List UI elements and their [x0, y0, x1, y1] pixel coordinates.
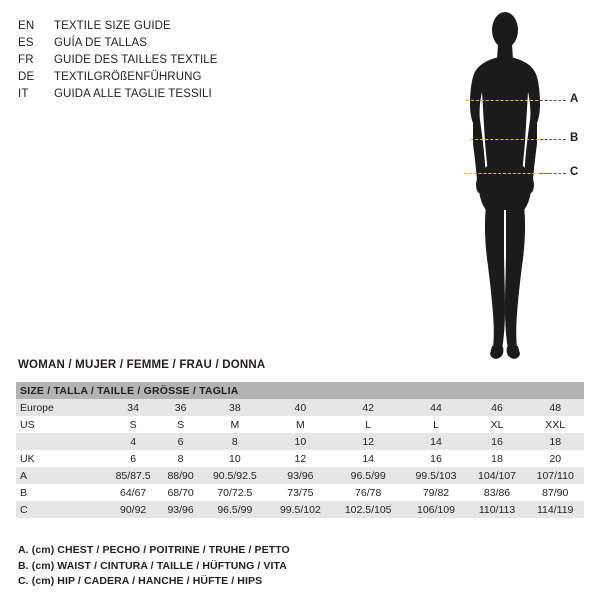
cell: 4 — [106, 433, 160, 450]
waist-measure-line — [470, 139, 544, 140]
cell: 102.5/105 — [332, 501, 404, 518]
cell: 38 — [201, 399, 269, 416]
table-row — [16, 399, 584, 416]
table-row — [16, 450, 584, 467]
cell: 114/119 — [526, 501, 584, 518]
cell: 93/96 — [160, 501, 201, 518]
cell: 90/92 — [106, 501, 160, 518]
section-title: WOMAN / MUJER / FEMME / FRAU / DONNA — [18, 359, 266, 371]
callout-label-a: A — [570, 93, 579, 105]
cell: 64/67 — [106, 484, 160, 501]
cell: 34 — [106, 399, 160, 416]
cell: 8 — [160, 450, 201, 467]
callout-label-b: B — [570, 132, 579, 144]
language-row — [18, 18, 318, 35]
language-title: GUÍA DE TALLAS — [54, 37, 148, 49]
cell: 88/90 — [160, 467, 201, 484]
cell: 44 — [404, 399, 467, 416]
cell: 48 — [526, 399, 584, 416]
cell: 12 — [269, 450, 332, 467]
table-header-row — [16, 382, 584, 399]
size-table — [16, 382, 584, 518]
hip-measure-line — [464, 173, 550, 174]
cell: 73/75 — [269, 484, 332, 501]
female-body-diagram — [430, 8, 590, 368]
cell: 8 — [201, 433, 269, 450]
callout-label-c: C — [570, 166, 579, 178]
cell: 18 — [468, 450, 527, 467]
cell: 104/107 — [468, 467, 527, 484]
cell: XXL — [526, 416, 584, 433]
cell: 76/78 — [332, 484, 404, 501]
cell: 87/90 — [526, 484, 584, 501]
cell: 6 — [160, 433, 201, 450]
cell: 10 — [269, 433, 332, 450]
row-label: UK — [16, 450, 106, 467]
cell: 14 — [332, 450, 404, 467]
cell: 96.5/99 — [201, 501, 269, 518]
cell: 10 — [201, 450, 269, 467]
legend-item-hip: C. (cm) HIP / CADERA / HANCHE / HÜFTE / HIPS — [18, 575, 263, 587]
language-row — [18, 35, 318, 52]
cell: M — [201, 416, 269, 433]
language-code: DE — [18, 71, 35, 83]
cell: 85/87.5 — [106, 467, 160, 484]
cell: M — [269, 416, 332, 433]
female-silhouette-icon — [430, 8, 590, 368]
language-row — [18, 52, 318, 69]
legend-item-chest: A. (cm) CHEST / PECHO / POITRINE / TRUHE / PETTO — [18, 544, 290, 556]
cell: L — [404, 416, 467, 433]
cell: 99.5/103 — [404, 467, 467, 484]
language-code: FR — [18, 54, 34, 66]
cell: 79/82 — [404, 484, 467, 501]
language-code: EN — [18, 20, 35, 32]
language-title: GUIDA ALLE TAGLIE TESSILI — [54, 88, 212, 100]
cell: 83/86 — [468, 484, 527, 501]
measurement-legend — [18, 543, 578, 590]
cell: 70/72.5 — [201, 484, 269, 501]
row-label: A — [16, 467, 106, 484]
callout-line-b — [540, 139, 566, 140]
cell: XL — [468, 416, 527, 433]
cell: 36 — [160, 399, 201, 416]
cell: 16 — [404, 450, 467, 467]
language-row — [18, 69, 318, 86]
table-row — [16, 433, 584, 450]
table-row — [16, 467, 584, 484]
language-title: TEXTILE SIZE GUIDE — [54, 20, 171, 32]
language-title: GUIDE DES TAILLES TEXTILE — [54, 54, 218, 66]
cell: 12 — [332, 433, 404, 450]
row-label — [16, 433, 106, 450]
cell: 90.5/92.5 — [201, 467, 269, 484]
cell: 68/70 — [160, 484, 201, 501]
callout-line-c — [540, 173, 566, 174]
cell: L — [332, 416, 404, 433]
language-code: IT — [18, 88, 29, 100]
table-row — [16, 484, 584, 501]
legend-item-waist: B. (cm) WAIST / CINTURA / TAILLE / HÜFTUNG / VITA — [18, 559, 287, 572]
table-row — [16, 501, 584, 518]
cell: 40 — [269, 399, 332, 416]
table-row — [16, 416, 584, 433]
cell: 18 — [526, 433, 584, 450]
row-label: Europe — [16, 399, 106, 416]
language-title: TEXTILGRÖßENFÜHRUNG — [54, 71, 202, 83]
language-row — [18, 86, 318, 103]
cell: 46 — [468, 399, 527, 416]
cell: 20 — [526, 450, 584, 467]
cell: 110/113 — [468, 501, 527, 518]
cell: 16 — [468, 433, 527, 450]
cell: 42 — [332, 399, 404, 416]
cell: 14 — [404, 433, 467, 450]
cell: 107/110 — [526, 467, 584, 484]
cell: 6 — [106, 450, 160, 467]
row-label: US — [16, 416, 106, 433]
cell: 93/96 — [269, 467, 332, 484]
row-label: C — [16, 501, 106, 518]
chest-measure-line — [466, 100, 548, 101]
language-code: ES — [18, 37, 34, 49]
cell: 106/109 — [404, 501, 467, 518]
cell: 96.5/99 — [332, 467, 404, 484]
cell: 99.5/102 — [269, 501, 332, 518]
language-title-block — [18, 18, 318, 103]
row-label: B — [16, 484, 106, 501]
callout-line-a — [540, 100, 566, 101]
cell: S — [160, 416, 201, 433]
cell: S — [106, 416, 160, 433]
table-header-cell: SIZE / TALLA / TAILLE / GRÖSSE / TAGLIA — [16, 382, 584, 399]
